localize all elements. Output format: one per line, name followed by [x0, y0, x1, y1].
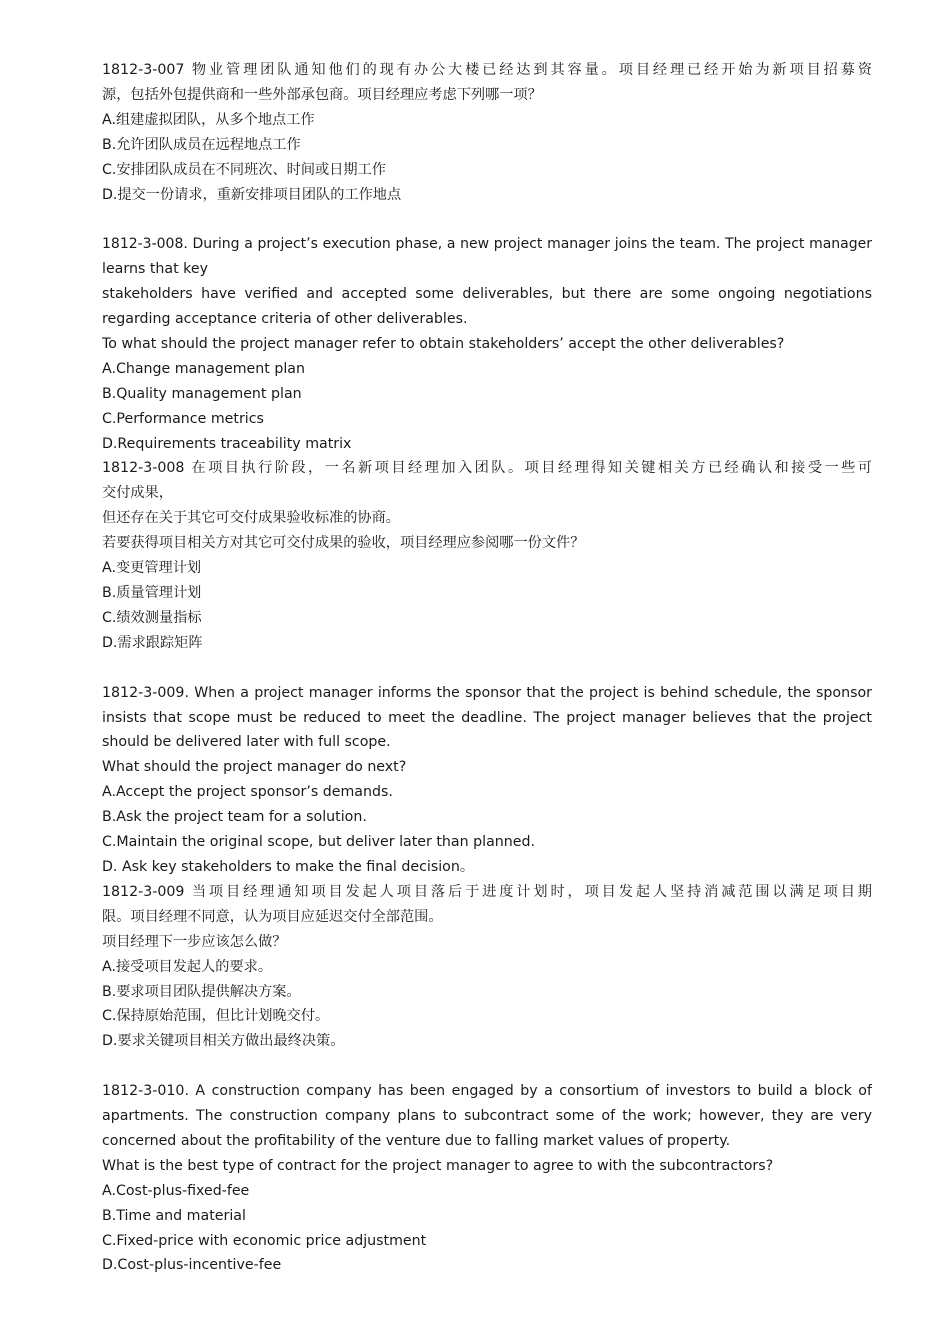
text-line: C.Performance metrics — [102, 410, 264, 427]
text-line: D.Cost-plus-incentive-fee — [102, 1257, 282, 1274]
text-line: 项目经理下一步应该怎么做？ — [102, 933, 287, 950]
text-line: should be delivered later with full scope. — [102, 734, 391, 751]
text-line: D.提交一份请求，重新安排项目团队的工作地点 — [102, 186, 402, 203]
text-line: 1812-3-008 在项目执行阶段，一名新项目经理加入团队。项目经理得知关键相关方已经确认和接受一些可 — [102, 460, 872, 477]
text-line: D. Ask key stakeholders to make the final decision。 — [102, 858, 475, 875]
text-line: D.要求关键项目相关方做出最终决策。 — [102, 1033, 345, 1050]
text-line: 1812-3-007 物业管理团队通知他们的现有办公大楼已经达到其容量。项目经理已经开始为新项目招募资 — [102, 62, 872, 78]
text-line: C.安排团队成员在不同班次、时间或日期工作 — [102, 161, 386, 178]
text-line: 但还存在关于其它可交付成果验收标准的协商。 — [102, 510, 400, 527]
text-line: B.允许团队成员在远程地点工作 — [102, 136, 301, 153]
question-block — [102, 58, 872, 207]
text-line: C.绩效测量指标 — [102, 609, 202, 626]
text-line: A.Cost-plus-fixed-fee — [102, 1182, 250, 1199]
document-page — [102, 58, 872, 1278]
text-line: 1812-3-008. During a project’s execution phase, a new project manager joins the team. The project manager — [102, 236, 872, 253]
text-line: B.Ask the project team for a solution. — [102, 809, 367, 826]
text-line: 1812-3-010. A construction company has been engaged by a consortium of investors to build a block of — [102, 1083, 872, 1100]
text-line: 交付成果， — [102, 485, 173, 502]
text-line: B.质量管理计划 — [102, 585, 202, 602]
text-line: D.Requirements traceability matrix — [102, 435, 352, 452]
text-line: B.要求项目团队提供解决方案。 — [102, 983, 301, 1000]
text-line: C.Fixed-price with economic price adjustment — [102, 1232, 427, 1249]
text-line: insists that scope must be reduced to meet the deadline. The project manager believes that the project — [102, 709, 872, 726]
text-line: learns that key — [102, 261, 208, 278]
paragraph-gap — [102, 656, 872, 681]
text-line: A.组建虚拟团队，从多个地点工作 — [102, 111, 315, 128]
text-line: 1812-3-009 当项目经理通知项目发起人项目落后于进度计划时，项目发起人坚持消减范围以满足项目期 — [102, 883, 872, 900]
question-block — [102, 681, 872, 1055]
text-line: B.Quality management plan — [102, 385, 302, 402]
text-line: 源，包括外包提供商和一些外部承包商。项目经理应考虑下列哪一项？ — [102, 86, 542, 103]
text-line: C.Maintain the original scope, but deliver later than planned. — [102, 834, 535, 851]
text-line: What is the best type of contract for the project manager to agree to with the subcontractors? — [102, 1157, 774, 1174]
paragraph-gap — [102, 207, 872, 232]
question-block — [102, 1079, 872, 1278]
text-line: concerned about the profitability of the venture due to falling market values of property. — [102, 1132, 731, 1149]
text-line: A.Accept the project sponsor’s demands. — [102, 784, 393, 801]
text-line: apartments. The construction company plans to subcontract some of the work; however, they are very — [102, 1108, 872, 1125]
text-line: 若要获得项目相关方对其它可交付成果的验收，项目经理应参阅哪一份文件？ — [102, 535, 585, 552]
paragraph-gap — [102, 1054, 872, 1079]
text-line: stakeholders have verified and accepted some deliverables, but there are some ongoing negotiations — [102, 286, 872, 303]
text-line: A.变更管理计划 — [102, 560, 202, 577]
text-line: What should the project manager do next? — [102, 759, 407, 776]
question-block — [102, 232, 872, 655]
text-line: A.Change management plan — [102, 360, 305, 377]
text-line: 1812-3-009. When a project manager informs the sponsor that the project is behind schedule, the sponsor — [102, 684, 872, 701]
text-line: D.需求跟踪矩阵 — [102, 634, 203, 651]
text-line: regarding acceptance criteria of other deliverables. — [102, 311, 468, 328]
text-line: B.Time and material — [102, 1207, 246, 1224]
text-line: 限。项目经理不同意，认为项目应延迟交付全部范围。 — [102, 908, 443, 925]
text-line: C.保持原始范围，但比计划晚交付。 — [102, 1008, 330, 1025]
text-line: A.接受项目发起人的要求。 — [102, 958, 273, 975]
text-line: To what should the project manager refer to obtain stakeholders’ accept the other deliverables? — [102, 335, 785, 352]
